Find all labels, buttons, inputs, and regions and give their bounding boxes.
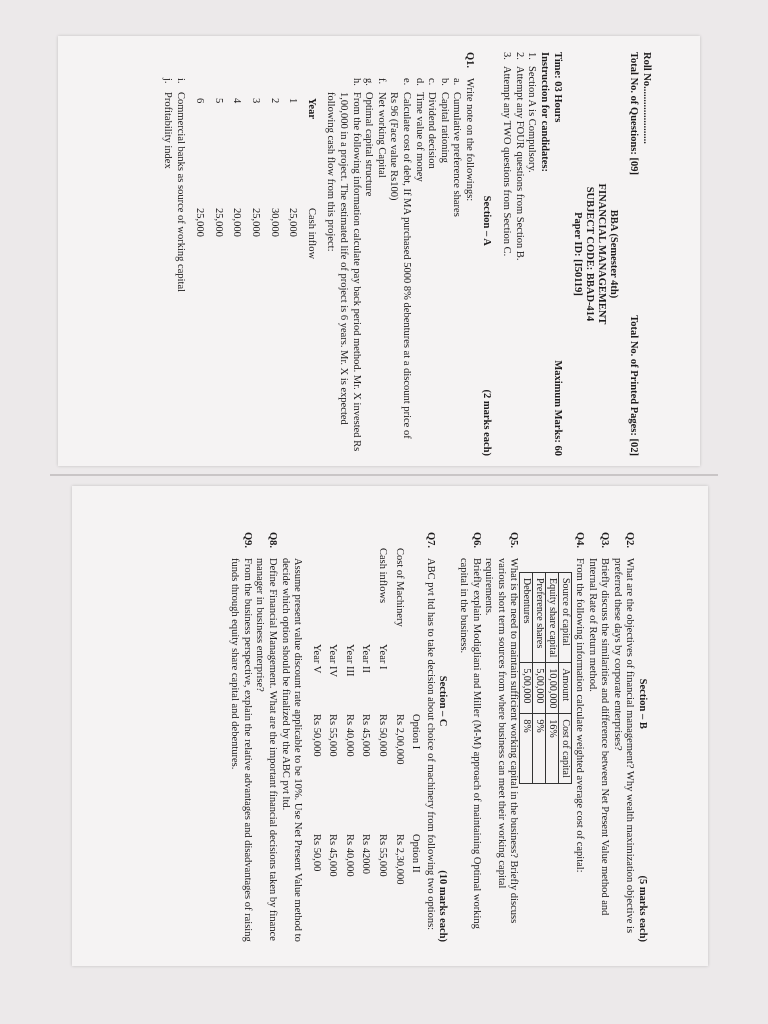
question-6: Q6. Briefly explain Modigliani and Miller (M-M) approach of maintaining Optimal working capital in the business. <box>458 532 482 929</box>
time-allowed: Time: 03 Hours <box>551 52 563 123</box>
instruction-item: 3. Attempt any TWO questions from Section C. <box>501 52 513 257</box>
section-c-header <box>436 532 449 942</box>
cash-flow-table <box>190 92 320 259</box>
option-1-header: Option I <box>410 714 422 750</box>
header-cash-inflow: Cash inflow <box>305 208 317 260</box>
table-row: 1 25,000 <box>287 98 299 237</box>
section-a-marks: (2 marks each) <box>480 389 492 456</box>
table-row: 5 25,000 <box>212 98 224 237</box>
total-pages: Total No. of Printed Pages: [02] <box>628 315 640 456</box>
list-item: b. Capital rationing <box>438 78 450 163</box>
section-a-header <box>479 52 492 456</box>
list-item: f. Net working Capital <box>375 78 387 178</box>
list-item-continued: Rs 96 (Face value Rs100) <box>388 92 400 201</box>
course-title: BBA (Semester 4th) <box>607 209 619 299</box>
machinery-options-table <box>307 548 423 884</box>
section-b-title: Section – B <box>637 678 648 729</box>
table-header-row <box>301 92 320 259</box>
option-2-header: Option II <box>410 834 422 873</box>
table-row: Year II Rs 45,000 Rs 42000 <box>360 644 372 874</box>
question-8: Q8. Define Financial Management. What are the important financial decisions taken by finance manager in business enterprise? <box>254 532 278 941</box>
table-row: Year IV Rs 55,000 Rs 45,000 <box>327 644 339 877</box>
instruction-item: 1. Section A is Compulsory. <box>526 52 538 173</box>
table-row: Cash inflows Year I Rs 50,000 Rs 55,000 <box>377 548 389 877</box>
question-4: Q4. From the following information calculate weighted average cost of capital: <box>574 532 586 873</box>
instruction-item: 2. Attempt any FOUR questions from Section B. <box>513 52 525 261</box>
page-1-content <box>52 52 652 456</box>
list-item: g. Optimal capital structure <box>363 78 375 197</box>
section-c-title: Section – C <box>437 675 449 727</box>
maximum-marks: Maximum Marks: 60 <box>551 360 563 456</box>
table-row: 3 25,000 <box>250 98 262 237</box>
question-7-note: Assume present value discount rate applicable to be 10%. Use Net Present Value method to decide which option should be finalized by the ABC pvt ltd. <box>279 558 304 942</box>
section-a-title: Section – A <box>480 195 492 246</box>
list-item: i. Commercial banks as source of working capital <box>174 78 186 293</box>
question-2: Q2. What are the objectives of financial management? Why wealth maximization objective is preferred these days by corporate enterprises? <box>611 532 636 934</box>
section-c-marks: (10 marks each) <box>437 870 449 942</box>
question-7: Q7. ABC pvt ltd has to take decision about choice of machinery from following two options: <box>424 532 436 931</box>
table-row: 4 20,000 <box>231 98 243 237</box>
table-row: Year III Rs 40,000 Rs 40,000 <box>343 644 355 877</box>
table-header-row <box>407 548 424 884</box>
list-item: j. Profitability index <box>162 78 174 169</box>
paper-id: Paper ID: [I50119] <box>571 212 583 296</box>
table-header-row: Source of capital Amount Cost of capital <box>559 573 572 784</box>
table-row: Debentures 5,00,000 8% <box>520 573 533 784</box>
header-year: Year <box>305 98 317 119</box>
question-5: Q5. What is the need to maintain sufficient working capital in the business? Briefly discuss various short term sources from where business can meet their working capital requirements. <box>483 532 520 924</box>
list-item: c. Dividend decision <box>426 78 438 169</box>
roll-no: Roll No...................... <box>641 52 652 144</box>
list-item: a. Cumulative preference shares <box>451 78 463 217</box>
list-item: e. Calculate cost of debt, If MA purchased 5000 8% debentures at a discount price of <box>401 78 413 439</box>
cost-of-capital-table <box>519 572 572 784</box>
table-row: Cost of Machinery Rs 2,00,000 Rs 2,30,000 <box>393 548 405 885</box>
list-item: d. Time value of money <box>413 78 425 182</box>
subject-code: SUBJECT CODE: BBAD-414 <box>583 186 595 322</box>
list-item: h. From the following information calculate pay back period method. Mr. X invested Rs 1,00,000 in a project. The estimated life of project is 6 years. Mr. X is expected following cash flow from this project: <box>325 78 362 452</box>
question-9: Q9. From the business perspective, explain the relative advantages and disadvantages of raising funds through equity share capital and debentures. <box>229 532 253 942</box>
instruction-title: Instruction for candidates: <box>538 52 550 172</box>
subject-title: FINANCIAL MANAGEMENT <box>595 183 607 325</box>
section-b-marks: (5 marks each) <box>637 875 648 942</box>
sheet-fold-line <box>50 474 718 476</box>
question-1: Q1. Write note on the followings: a. Cumulative preference shares b. Capital rationing c. Dividend decision d. Time value of money e. Calculate cost of debt, If MA purchased 5000 8% debentures at a discount price of Rs 96 (Face value Rs100) f. Net working Capital g. Optimal capital structure h. From the following information calculate pay back period method. Mr. X invested Rs 1,00,000 in a project. The estimated life of project is 6 years. Mr. X is expected following cash flow from this project: <box>324 52 475 456</box>
table-row: 2 30,000 <box>268 98 280 237</box>
question-3: Q3. Briefly discuss the similarities and difference between Net Present Value method and Internal Rate of Return method. <box>586 532 611 916</box>
table-row: Equity share capital 10,00,000 16% <box>546 573 559 784</box>
table-row: Year V Rs 50,000 Rs 50,00 <box>310 644 322 872</box>
page-2-content <box>48 532 648 942</box>
table-row: 6 25,000 <box>194 98 206 237</box>
table-row: Preference shares 5,00,000 9% <box>533 573 546 784</box>
total-questions: Total No. of Questions: [09] <box>628 52 640 175</box>
section-b-header <box>635 532 648 942</box>
